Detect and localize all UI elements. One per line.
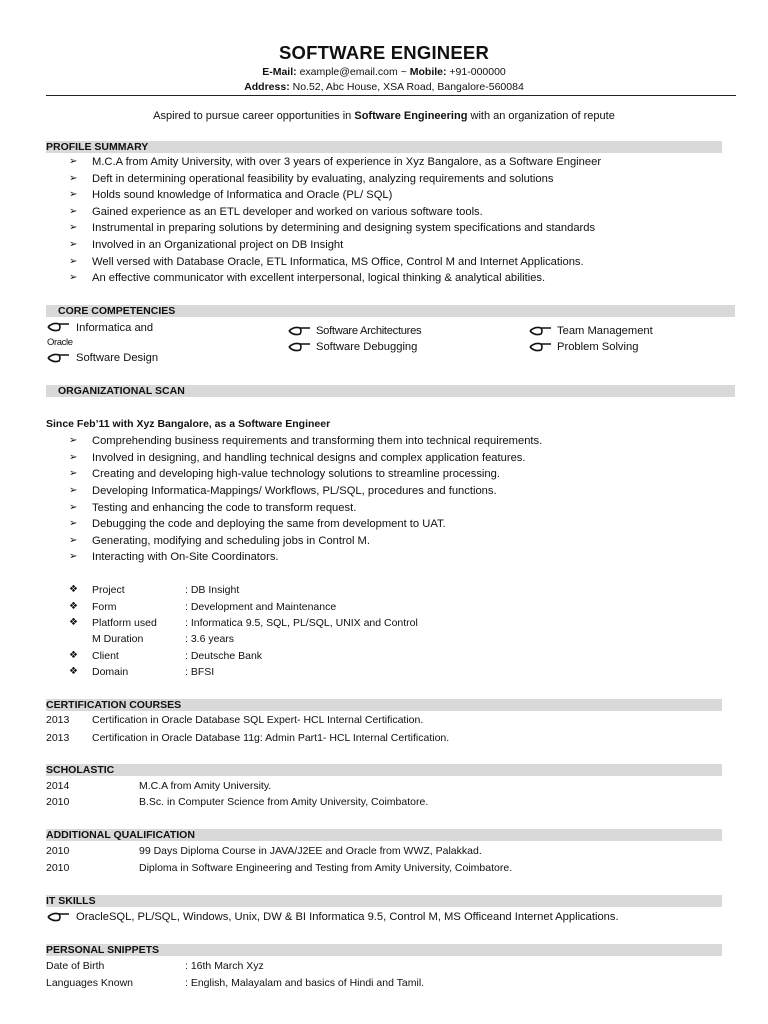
arrow-bullet-icon: ➢ xyxy=(69,272,78,283)
arrow-bullet-icon: ➢ xyxy=(69,518,78,529)
platform-value: : Informatica 9.5, SQL, PL/SQL, UNIX and Control xyxy=(185,617,418,629)
languages-value: : English, Malayalam and basics of Hindi and Tamil. xyxy=(185,977,425,989)
list-item: Well versed with Database Oracle, ETL Informatica, MS Office, Control M and Internet Applications. xyxy=(92,256,584,268)
competency-item: Software Architectures xyxy=(316,325,422,337)
languages-label: Languages Known xyxy=(46,977,133,989)
list-item: Deft in determining operational feasibility by evaluating, analyzing requirements and solutions xyxy=(92,173,554,185)
form-label: Form xyxy=(92,601,117,613)
education-year: 2010 xyxy=(46,796,70,808)
certifications-heading: CERTIFICATION COURSES xyxy=(46,699,182,711)
it-skills-text: OracleSQL, PL/SQL, Windows, Unix, DW & BI Informatica 9.5, Control M, MS Officeand Internet Applications. xyxy=(76,911,619,923)
resume-title: SOFTWARE ENGINEER xyxy=(279,42,489,63)
arrow-bullet-icon: ➢ xyxy=(69,173,78,184)
competency-item-wrap: Oracle xyxy=(47,337,73,348)
platform-label: Platform used xyxy=(92,617,157,629)
address-label: Address: xyxy=(244,81,290,93)
list-item: Testing and enhancing the code to transform request. xyxy=(92,502,357,514)
competency-item: Informatica and xyxy=(76,322,154,334)
qualification-year: 2010 xyxy=(46,845,70,857)
personal-heading: PERSONAL SNIPPETS xyxy=(46,944,159,956)
list-item: Developing Informatica-Mappings/ Workflows, PL/SQL, procedures and functions. xyxy=(92,485,497,497)
pointing-hand-icon xyxy=(47,322,71,332)
form-value: : Development and Maintenance xyxy=(185,601,337,613)
list-item: Comprehending business requirements and transforming them into technical requirements. xyxy=(92,435,543,447)
it-skills-heading: IT SKILLS xyxy=(46,895,96,907)
project-label: Project xyxy=(92,584,125,596)
address-value: No.52, Abc House, XSA Road, Bangalore-560084 xyxy=(292,81,524,93)
list-item: Creating and developing high-value technology solutions to streamline processing. xyxy=(92,468,500,480)
pointing-hand-icon xyxy=(288,342,312,352)
contact-separator: ~ xyxy=(400,66,407,78)
list-item: Holds sound knowledge of Informatica and Oracle (PL/ SQL) xyxy=(92,189,393,201)
project-value: : DB Insight xyxy=(185,584,240,596)
certification-year: 2013 xyxy=(46,714,70,726)
certification-year: 2013 xyxy=(46,732,70,744)
arrow-bullet-icon: ➢ xyxy=(69,189,78,200)
list-item: Gained experience as an ETL developer and worked on various software tools. xyxy=(92,206,483,218)
additional-qualification-heading: ADDITIONAL QUALIFICATION xyxy=(46,829,195,841)
arrow-bullet-icon: ➢ xyxy=(69,239,78,250)
role-heading: Since Feb’11 with Xyz Bangalore, as a Software Engineer xyxy=(46,418,331,430)
diamond-bullet-icon: ❖ xyxy=(69,650,78,661)
list-item: Instrumental in preparing solutions by determining and designing system specifications and standards xyxy=(92,222,596,234)
section-bar-additional-qualification xyxy=(46,829,722,841)
diamond-bullet-icon: ❖ xyxy=(69,617,78,628)
email-label: E-Mail: xyxy=(262,66,297,78)
certification-text: Certification in Oracle Database SQL Expert- HCL Internal Certification. xyxy=(92,714,424,726)
certification-text: Certification in Oracle Database 11g: Admin Part1- HCL Internal Certification. xyxy=(92,732,450,744)
domain-value: : BFSI xyxy=(185,666,215,678)
list-item: M.C.A from Amity University, with over 3 years of experience in Xyz Bangalore, as a Software Engineer xyxy=(92,156,602,168)
arrow-bullet-icon: ➢ xyxy=(69,435,78,446)
mobile-value: +91-000000 xyxy=(449,66,506,78)
arrow-bullet-icon: ➢ xyxy=(69,156,78,167)
section-bar-personal xyxy=(46,944,722,956)
objective-statement xyxy=(0,110,768,122)
dob-label: Date of Birth xyxy=(46,960,105,972)
arrow-bullet-icon: ➢ xyxy=(69,551,78,562)
list-item: Interacting with On-Site Coordinators. xyxy=(92,551,279,563)
client-label: Client xyxy=(92,650,119,662)
section-bar-core-competencies xyxy=(46,305,735,317)
competency-item: Software Debugging xyxy=(316,341,418,353)
diamond-bullet-icon: ❖ xyxy=(69,584,78,595)
list-item: Generating, modifying and scheduling jobs in Control M. xyxy=(92,535,370,547)
section-bar-profile-summary xyxy=(46,141,722,153)
arrow-bullet-icon: ➢ xyxy=(69,206,78,217)
client-value: : Deutsche Bank xyxy=(185,650,263,662)
arrow-bullet-icon: ➢ xyxy=(69,452,78,463)
competency-item: Software Design xyxy=(76,352,159,364)
section-bar-it-skills xyxy=(46,895,722,907)
address-line xyxy=(0,81,768,93)
list-item: An effective communicator with excellent interpersonal, logical thinking & analytical abilities. xyxy=(92,272,546,284)
qualification-year: 2010 xyxy=(46,862,70,874)
header-divider xyxy=(46,95,736,96)
list-item: Debugging the code and deploying the same from development to UAT. xyxy=(92,518,446,530)
duration-value: : 3.6 years xyxy=(185,633,235,645)
core-competencies-heading: CORE COMPETENCIES xyxy=(58,305,176,317)
mobile-label: Mobile: xyxy=(409,66,447,78)
pointing-hand-icon xyxy=(529,326,553,336)
pointing-hand-icon xyxy=(47,353,71,363)
dob-value: : 16th March Xyz xyxy=(185,960,264,972)
pointing-hand-icon xyxy=(529,342,553,352)
objective-prefix: Aspired to pursue career opportunities in xyxy=(153,110,352,122)
email-value[interactable]: example@email.com xyxy=(299,66,398,78)
competency-item: Problem Solving xyxy=(557,341,639,353)
pointing-hand-icon xyxy=(288,326,312,336)
diamond-bullet-icon: ❖ xyxy=(69,666,78,677)
qualification-text: Diploma in Software Engineering and Testing from Amity University, Coimbatore. xyxy=(139,862,513,874)
arrow-bullet-icon: ➢ xyxy=(69,468,78,479)
arrow-bullet-icon: ➢ xyxy=(69,256,78,267)
competency-item: Team Management xyxy=(557,325,653,337)
arrow-bullet-icon: ➢ xyxy=(69,502,78,513)
education-text: M.C.A from Amity University. xyxy=(139,780,272,792)
list-item: Involved in an Organizational project on DB Insight xyxy=(92,239,344,251)
education-year: 2014 xyxy=(46,780,70,792)
contact-line xyxy=(0,66,768,78)
pointing-hand-icon xyxy=(47,912,71,922)
platform-cont-label: M Duration xyxy=(92,633,144,645)
section-bar-certifications xyxy=(46,699,722,711)
arrow-bullet-icon: ➢ xyxy=(69,535,78,546)
qualification-text: 99 Days Diploma Course in JAVA/J2EE and Oracle from WWZ, Palakkad. xyxy=(139,845,482,857)
education-text: B.Sc. in Computer Science from Amity University, Coimbatore. xyxy=(139,796,429,808)
organizational-scan-heading: ORGANIZATIONAL SCAN xyxy=(58,385,185,397)
list-item: Involved in designing, and handling technical designs and complex application features. xyxy=(92,452,526,464)
objective-suffix: with an organization of repute xyxy=(470,110,615,122)
objective-field: Software Engineering xyxy=(354,110,468,122)
arrow-bullet-icon: ➢ xyxy=(69,222,78,233)
profile-summary-heading: PROFILE SUMMARY xyxy=(46,141,149,153)
diamond-bullet-icon: ❖ xyxy=(69,601,78,612)
scholastic-heading: SCHOLASTIC xyxy=(46,764,115,776)
section-bar-organizational-scan xyxy=(46,385,735,397)
section-bar-scholastic xyxy=(46,764,722,776)
domain-label: Domain xyxy=(92,666,129,678)
arrow-bullet-icon: ➢ xyxy=(69,485,78,496)
